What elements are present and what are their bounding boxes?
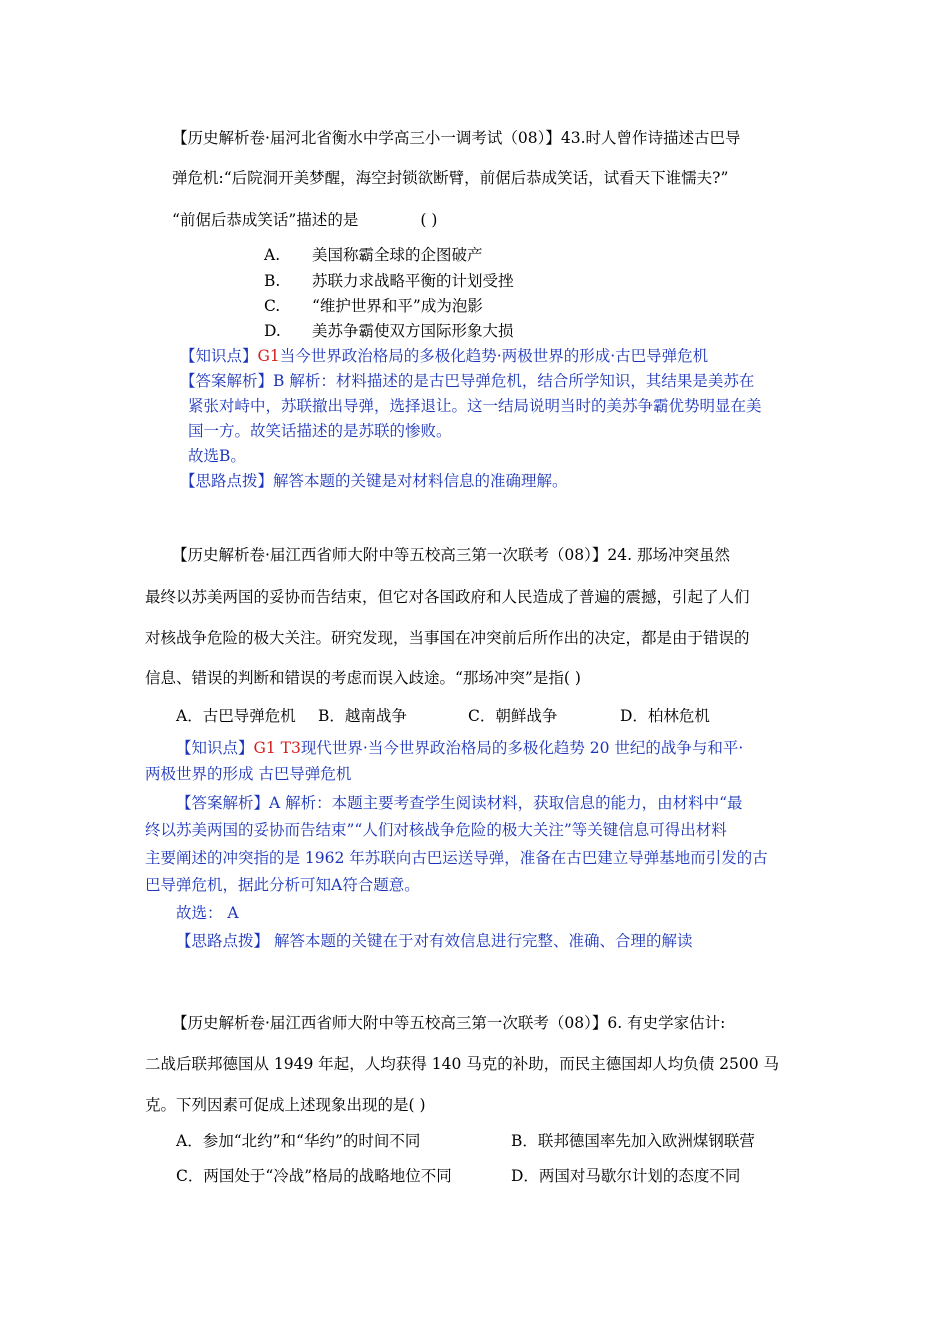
q2-thinking-tip [176, 931, 692, 951]
knowledge-point-tag: 【知识点】 [176, 739, 254, 757]
q1-stem-line1: 【历史解析卷·届河北省衡水中学高三小一调考试（08）】43.时人曾作诗描述古巴导 [172, 129, 741, 147]
q1-option-a [264, 245, 483, 265]
q2-answer-choice: 故选： A [176, 904, 239, 922]
q1-option-c [264, 296, 483, 316]
q2-option-d: D．柏林危机 [620, 707, 710, 725]
q2-answer-analysis-line4: 巴导弹危机，据此分析可知A符合题意。 [145, 876, 420, 894]
q1-answer-analysis-line2: 紧张对峙中，苏联撤出导弹，选择退让。这一结局说明当时的美苏争霸优势明显在美 [188, 397, 762, 415]
q2-stem-line2: 最终以苏美两国的妥协而告结束，但它对各国政府和人民造成了普遍的震撼，引起了人们 [145, 588, 750, 606]
option-text: 苏联力求战略平衡的计划受挫 [312, 272, 514, 290]
q2-knowledge-point [176, 738, 743, 758]
knowledge-code: G1 T3 [253, 739, 301, 757]
q3-option-a: A．参加“北约”和“华约”的时间不同 [176, 1132, 421, 1150]
knowledge-code: G1 [257, 347, 280, 365]
q1-knowledge-point [180, 346, 708, 366]
answer-analysis-text: A 解析：本题主要考查学生阅读材料，获取信息的能力，由材料中“最 [269, 794, 743, 812]
q2-answer-analysis-line3: 主要阐述的冲突指的是 1962 年苏联向古巴运送导弹，准备在古巴建立导弹基地而引发的古 [145, 849, 768, 867]
q2-stem-line4: 信息、错误的判断和错误的考虑而误入歧途。“那场冲突”是指( ) [145, 669, 581, 687]
option-letter: C. [264, 297, 281, 315]
q1-answer-analysis-line1 [180, 371, 754, 391]
knowledge-point-text: 现代世界·当今世界政治格局的多极化趋势 20 世纪的战争与和平· [300, 739, 744, 757]
q1-answer-paren: ( ) [420, 211, 438, 229]
q2-answer-analysis-line1 [176, 793, 743, 813]
q1-answer-choice: 故选B。 [188, 447, 246, 465]
knowledge-point-tag: 【知识点】 [180, 347, 258, 365]
option-letter: B. [264, 272, 281, 290]
q3-stem-line2: 二战后联邦德国从 1949 年起，人均获得 140 马克的补助，而民主德国却人均负债 2500 马 [145, 1055, 780, 1073]
q1-option-d [264, 321, 514, 341]
q2-knowledge-point-line2: 两极世界的形成 古巴导弹危机 [145, 765, 352, 783]
option-letter: D. [264, 322, 281, 340]
q3-option-b: B．联邦德国率先加入欧洲煤钢联营 [511, 1132, 755, 1150]
q2-option-c: C．朝鲜战争 [468, 707, 558, 725]
option-letter: A. [264, 246, 281, 264]
q2-option-a: A．古巴导弹危机 [176, 707, 296, 725]
q3-stem-line1: 【历史解析卷·届江西省师大附中等五校高三第一次联考（08）】6. 有史学家估计: [172, 1014, 726, 1032]
option-text: “维护世界和平”成为泡影 [312, 297, 483, 315]
q2-stem-line3: 对核战争危险的极大关注。研究发现，当事国在冲突前后所作出的决定，都是由于错误的 [145, 629, 750, 647]
q1-thinking-tip [180, 471, 568, 491]
answer-analysis-text: B 解析：材料描述的是古巴导弹危机，结合所学知识，其结果是美苏在 [273, 372, 755, 390]
q2-answer-analysis-line2: 终以苏美两国的妥协而告结束”“人们对核战争危险的极大关注”等关键信息可得出材料 [145, 821, 727, 839]
q3-option-c: C．两国处于“冷战”格局的战略地位不同 [176, 1167, 452, 1185]
q3-stem-line3: 克。下列因素可促成上述现象出现的是( ) [145, 1096, 426, 1114]
option-text: 美国称霸全球的企图破产 [312, 246, 483, 264]
thinking-tip-tag: 【思路点拨】 [180, 472, 274, 490]
q1-answer-analysis-line3: 国一方。故笑话描述的是苏联的惨败。 [188, 422, 452, 440]
option-text: 美苏争霸使双方国际形象大损 [312, 322, 514, 340]
q2-option-b: B．越南战争 [318, 707, 407, 725]
answer-analysis-tag: 【答案解析】 [176, 794, 270, 812]
q1-stem-line3 [172, 210, 437, 230]
thinking-tip-tag: 【思路点拨】 [176, 932, 270, 950]
q1-option-b [264, 271, 514, 291]
answer-analysis-tag: 【答案解析】 [180, 372, 274, 390]
thinking-tip-text: 解答本题的关键是对材料信息的准确理解。 [273, 472, 568, 490]
q3-option-d: D．两国对马歇尔计划的态度不同 [511, 1167, 741, 1185]
q2-stem-line1: 【历史解析卷·届江西省师大附中等五校高三第一次联考（08）】24. 那场冲突虽然 [172, 546, 730, 564]
q1-stem-line2: 弹危机:“后院洞开美梦醒，海空封锁欲断臂，前倨后恭成笑话，试看天下谁懦夫?” [172, 169, 729, 187]
q1-stem-text: “前倨后恭成笑话”描述的是 [172, 211, 359, 229]
knowledge-point-text: 当今世界政治格局的多极化趋势·两极世界的形成·古巴导弹危机 [279, 347, 709, 365]
thinking-tip-text: 解答本题的关键在于对有效信息进行完整、准确、合理的解读 [269, 932, 693, 950]
